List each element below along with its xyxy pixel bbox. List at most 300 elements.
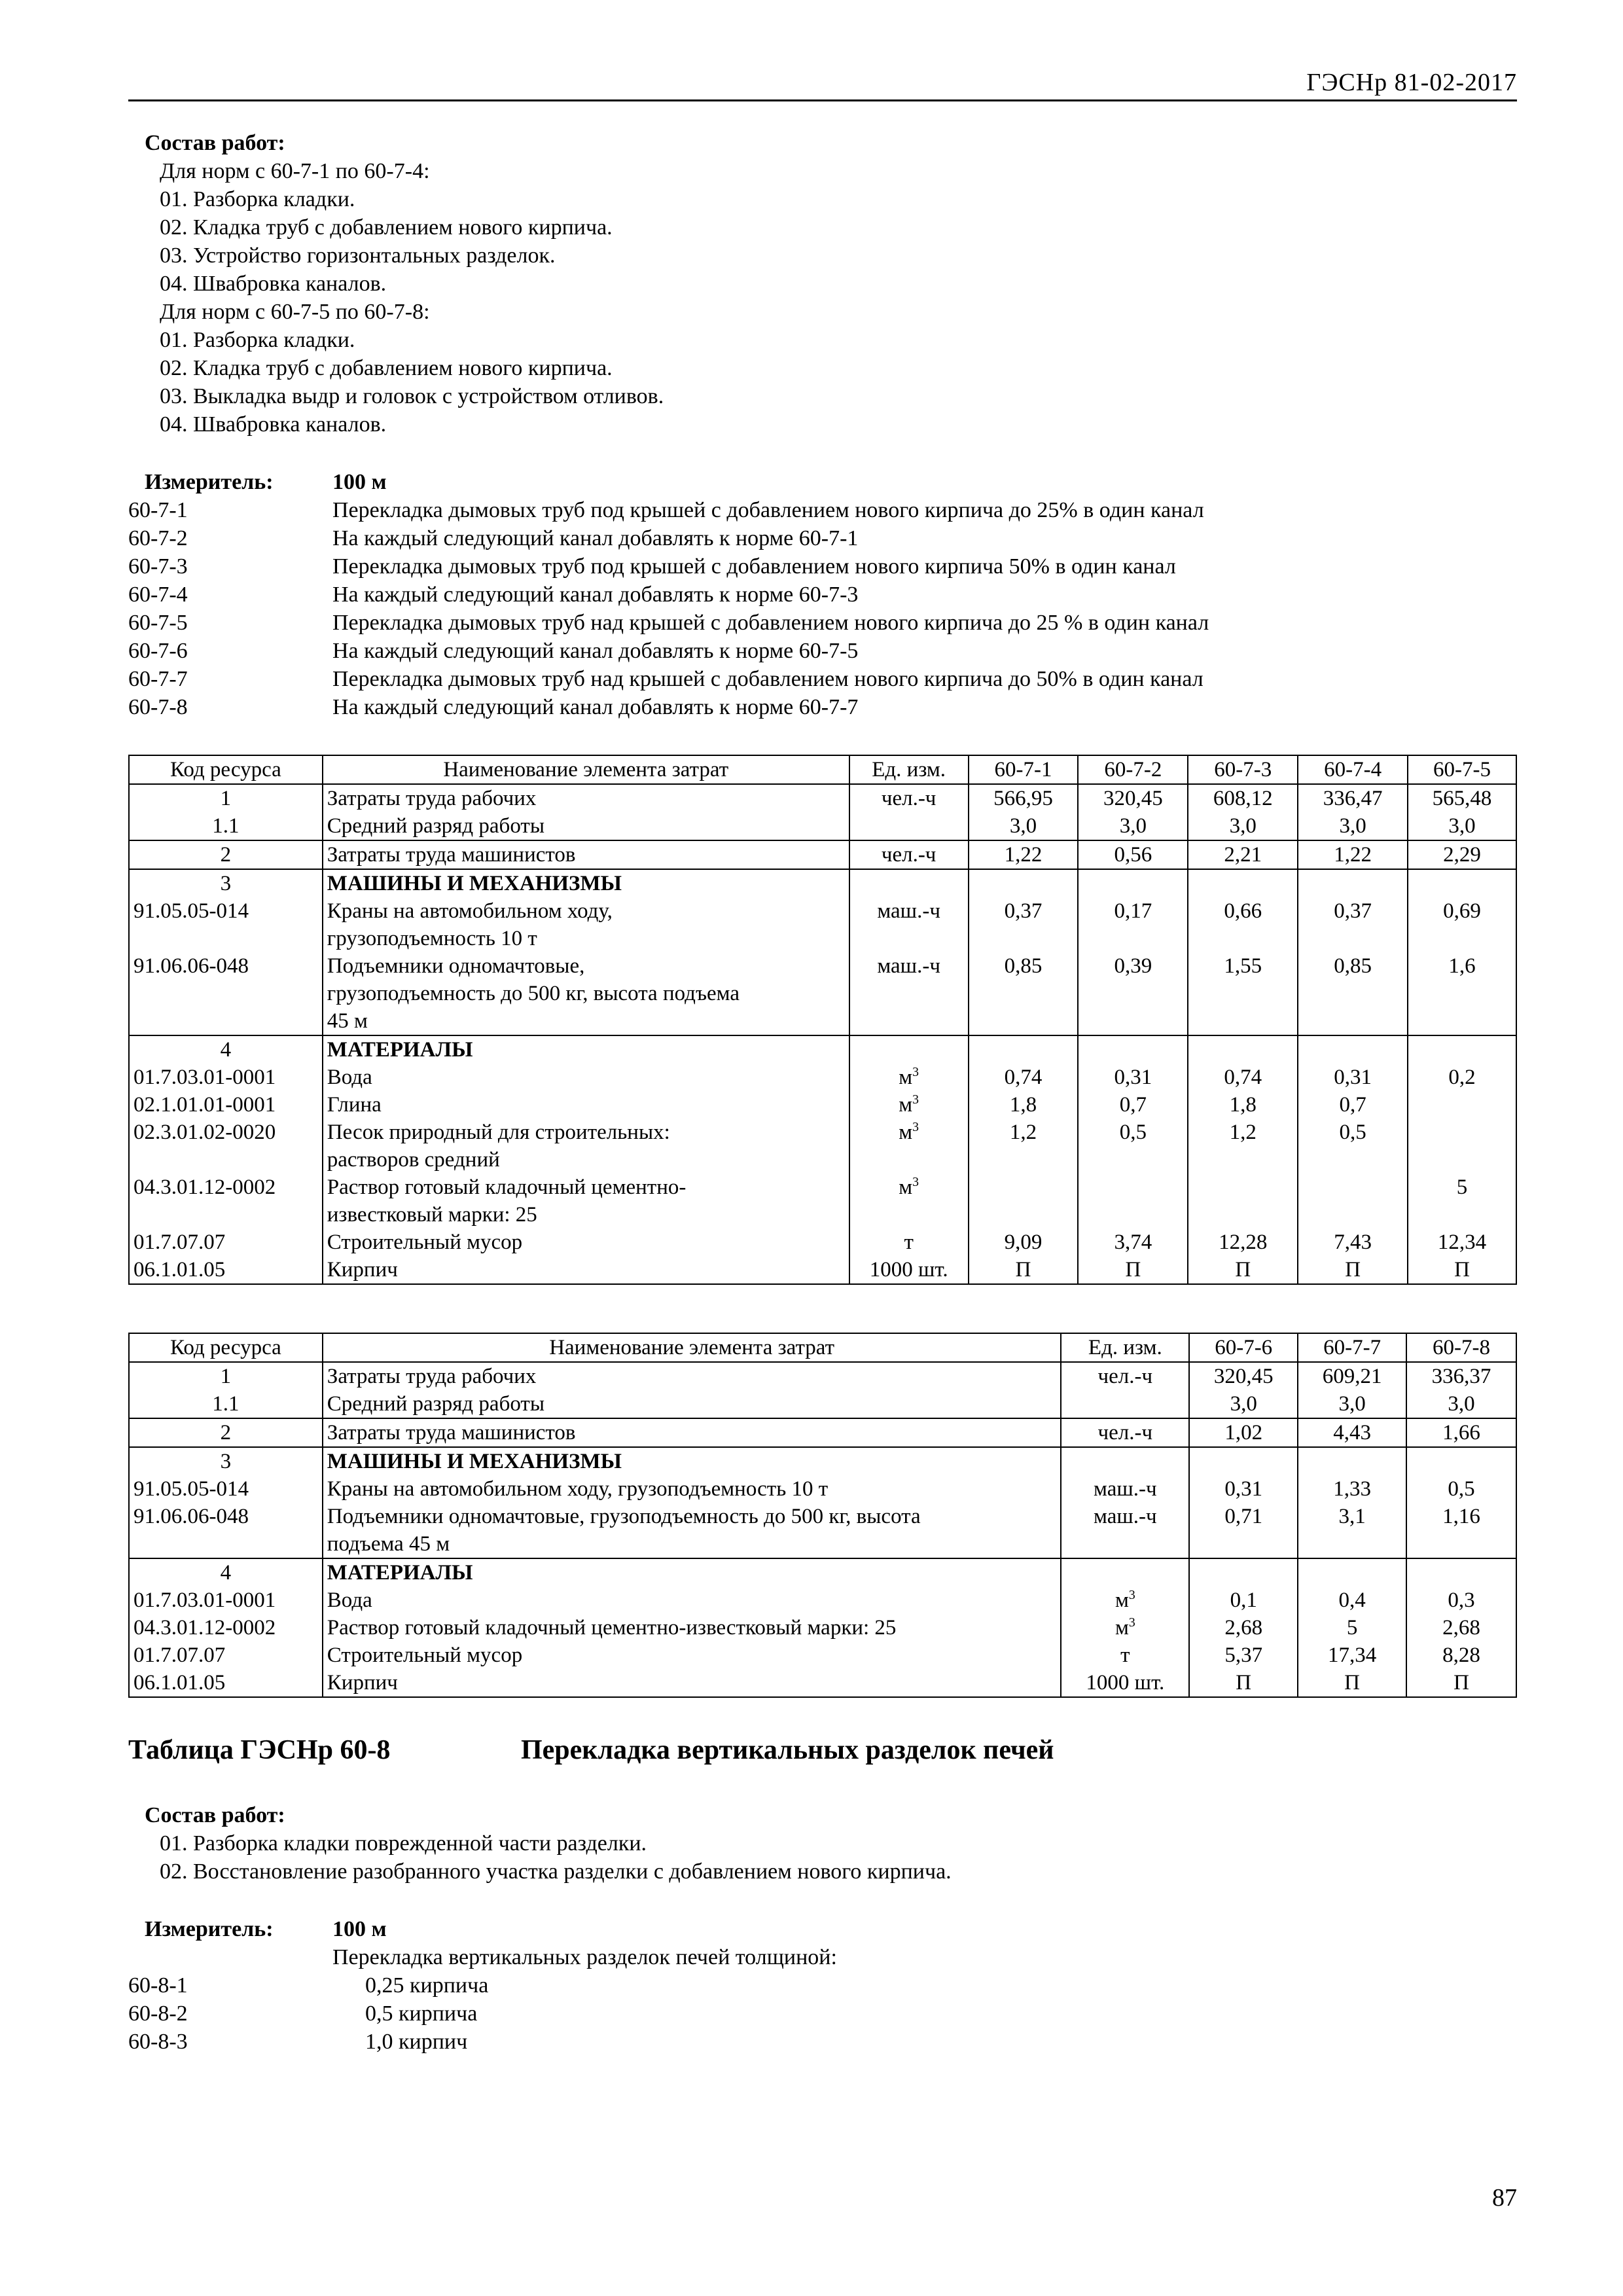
column-header: Наименование элемента затрат bbox=[323, 1333, 1061, 1362]
norm-text: Перекладка дымовых труб над крышей с добавлением нового кирпича до 50% в один канал bbox=[332, 667, 1204, 691]
value-cell: 0,5 bbox=[1078, 1119, 1188, 1174]
table-row bbox=[129, 897, 1516, 952]
column-header: 60-7-1 bbox=[969, 755, 1079, 784]
resource-name-line: Строительный мусор bbox=[327, 1230, 523, 1254]
resource-name-line: Песок природный для строительных: bbox=[327, 1121, 670, 1144]
unit-cell bbox=[1061, 1669, 1189, 1697]
unit-cell bbox=[849, 1119, 969, 1174]
resource-name-line: Подъемники одномачтовые, грузоподъемность до 500 кг, высота bbox=[327, 1505, 921, 1528]
value-cell: 4,43 bbox=[1298, 1418, 1406, 1447]
resource-code: 01.7.07.07 bbox=[129, 1641, 323, 1669]
resource-name bbox=[323, 1475, 1061, 1503]
unit-exponent: 3 bbox=[912, 1065, 919, 1079]
table-row bbox=[129, 1091, 1516, 1119]
value-cell: 0,39 bbox=[1078, 952, 1188, 1035]
resource-name-line: Кирпич bbox=[327, 1671, 398, 1695]
resource-code: 02.3.01.02-0020 bbox=[129, 1119, 323, 1174]
measure-value-60-8: 100 м bbox=[332, 1917, 387, 1941]
work-item: Для норм с 60-7-5 по 60-7-8: bbox=[160, 300, 430, 324]
value-cell: 0,2 bbox=[1408, 1064, 1516, 1091]
table-row bbox=[129, 1390, 1516, 1418]
table-row bbox=[129, 1256, 1516, 1284]
work-item: 02. Кладка труб с добавлением нового кирпича. bbox=[160, 215, 613, 240]
resource-code: 1 bbox=[129, 784, 323, 812]
value-cell: 566,95 bbox=[969, 784, 1079, 812]
value-cell bbox=[1406, 1558, 1516, 1587]
norm-row-60-8-2 bbox=[128, 2000, 1517, 2028]
unit-text: 1000 шт. bbox=[1086, 1671, 1165, 1695]
resource-name bbox=[323, 1390, 1061, 1418]
table-title-code: Таблица ГЭСНр 60-8 bbox=[128, 1735, 391, 1765]
resource-name-line: Затраты труда машинистов bbox=[327, 843, 576, 867]
value-cell: 1,8 bbox=[969, 1091, 1079, 1119]
value-cell: 2,21 bbox=[1188, 840, 1298, 869]
works-title: Состав работ: bbox=[145, 131, 285, 155]
norm-code: 60-7-4 bbox=[128, 583, 188, 607]
resource-name-line: Краны на автомобильном ходу, bbox=[327, 899, 613, 923]
unit-exponent: 3 bbox=[1128, 1615, 1135, 1630]
value-cell: 0,4 bbox=[1298, 1587, 1406, 1614]
unit-exponent: 3 bbox=[912, 1175, 919, 1189]
resource-name-line: МАШИНЫ И МЕХАНИЗМЫ bbox=[327, 872, 622, 895]
resource-name bbox=[323, 1091, 849, 1119]
measure-value: 100 м bbox=[332, 470, 387, 494]
measure-block-60-7 bbox=[128, 468, 1517, 721]
table-row bbox=[129, 1447, 1516, 1475]
value-cell: П bbox=[969, 1256, 1079, 1284]
value-cell: 3,0 bbox=[1189, 1390, 1298, 1418]
unit-text: т bbox=[904, 1230, 914, 1254]
unit-text: 1000 шт. bbox=[869, 1258, 948, 1282]
table-row bbox=[129, 812, 1516, 840]
resource-name bbox=[323, 1174, 849, 1229]
unit-cell bbox=[1061, 1362, 1189, 1390]
resource-code: 2 bbox=[129, 1418, 323, 1447]
value-cell: 3,0 bbox=[1298, 812, 1408, 840]
norm-list bbox=[128, 496, 1517, 721]
resource-code: 3 bbox=[129, 869, 323, 897]
norm-row bbox=[128, 524, 1517, 552]
value-cell: 5,37 bbox=[1189, 1641, 1298, 1669]
resource-name-line: МАТЕРИАЛЫ bbox=[327, 1561, 473, 1585]
unit-text: чел.-ч bbox=[881, 787, 936, 810]
unit-cell bbox=[849, 812, 969, 840]
resource-name bbox=[323, 897, 849, 952]
norm-text: На каждый следующий канал добавлять к норме 60-7-1 bbox=[332, 526, 859, 550]
column-header: Ед. изм. bbox=[1061, 1333, 1189, 1362]
resource-code: 91.06.06-048 bbox=[129, 952, 323, 1035]
resource-name-line: Затраты труда рабочих bbox=[327, 787, 537, 810]
measure-block-60-8 bbox=[128, 1915, 1517, 2056]
column-header: 60-7-8 bbox=[1406, 1333, 1516, 1362]
value-cell: 0,74 bbox=[969, 1064, 1079, 1091]
value-cell bbox=[1408, 1091, 1516, 1119]
resource-name-line: Средний разряд работы bbox=[327, 1392, 545, 1416]
value-cell: П bbox=[1189, 1669, 1298, 1697]
norm-text: 1,0 кирпич bbox=[365, 2030, 468, 2054]
unit-cell bbox=[849, 1091, 969, 1119]
resource-name-line: Раствор готовый кладочный цементно-известковый марки: 25 bbox=[327, 1616, 897, 1640]
resource-code: 91.06.06-048 bbox=[129, 1503, 323, 1558]
unit-cell bbox=[849, 869, 969, 897]
unit-cell bbox=[849, 897, 969, 952]
norm-row bbox=[128, 637, 1517, 665]
norm-code: 60-7-3 bbox=[128, 554, 188, 579]
resource-name bbox=[323, 784, 849, 812]
value-cell bbox=[1298, 1174, 1408, 1229]
resource-name bbox=[323, 1503, 1061, 1558]
value-cell: 2,68 bbox=[1189, 1614, 1298, 1641]
work-item: 01. Разборка кладки поврежденной части разделки. bbox=[160, 1831, 647, 1856]
norm-code: 60-7-2 bbox=[128, 526, 188, 550]
table-title-name: Перекладка вертикальных разделок печей bbox=[521, 1735, 1054, 1765]
unit-cell bbox=[849, 952, 969, 1035]
resource-name-line: Глина bbox=[327, 1093, 382, 1117]
value-cell: 320,45 bbox=[1078, 784, 1188, 812]
resource-name bbox=[323, 1064, 849, 1091]
work-item: 02. Кладка труб с добавлением нового кирпича. bbox=[160, 356, 613, 380]
resource-name bbox=[323, 1669, 1061, 1697]
unit-cell bbox=[1061, 1641, 1189, 1669]
norm-row bbox=[128, 609, 1517, 637]
value-cell bbox=[1298, 1447, 1406, 1475]
resource-name bbox=[323, 1447, 1061, 1475]
unit-text: маш.-ч bbox=[877, 954, 940, 978]
value-cell: 2,68 bbox=[1406, 1614, 1516, 1641]
table-row bbox=[129, 952, 1516, 1035]
resource-name bbox=[323, 1119, 849, 1174]
resource-code: 4 bbox=[129, 1558, 323, 1587]
value-cell bbox=[1406, 1447, 1516, 1475]
table-row bbox=[129, 1475, 1516, 1503]
value-cell: 0,5 bbox=[1298, 1119, 1408, 1174]
unit-text: маш.-ч bbox=[1094, 1505, 1157, 1528]
value-cell: 0,31 bbox=[1189, 1475, 1298, 1503]
unit-cell bbox=[849, 1229, 969, 1256]
column-header: Код ресурса bbox=[129, 755, 323, 784]
resource-name bbox=[323, 1229, 849, 1256]
value-cell: 3,0 bbox=[1406, 1390, 1516, 1418]
resource-name-line: Затраты труда рабочих bbox=[327, 1365, 537, 1388]
norm-text: 0,25 кирпича bbox=[365, 1973, 489, 1998]
document-code-header: ГЭСНр 81-02-2017 bbox=[1306, 69, 1517, 96]
value-cell: 5 bbox=[1298, 1614, 1406, 1641]
unit-text: маш.-ч bbox=[1094, 1477, 1157, 1501]
table-row bbox=[129, 784, 1516, 812]
unit-cell bbox=[849, 840, 969, 869]
norm-text: На каждый следующий канал добавлять к норме 60-7-7 bbox=[332, 695, 859, 719]
value-cell: П bbox=[1188, 1256, 1298, 1284]
works-list bbox=[128, 157, 1517, 439]
resource-table-60-7-1-to-5 bbox=[128, 755, 1517, 1285]
resource-name bbox=[323, 1558, 1061, 1587]
unit-cell bbox=[1061, 1587, 1189, 1614]
resource-name bbox=[323, 869, 849, 897]
value-cell: 0,3 bbox=[1406, 1587, 1516, 1614]
value-cell: П bbox=[1406, 1669, 1516, 1697]
resource-code: 02.1.01.01-0001 bbox=[129, 1091, 323, 1119]
value-cell bbox=[969, 1035, 1079, 1064]
value-cell: 336,47 bbox=[1298, 784, 1408, 812]
value-cell: 0,85 bbox=[969, 952, 1079, 1035]
value-cell bbox=[1408, 1035, 1516, 1064]
table-row bbox=[129, 1064, 1516, 1091]
value-cell: 0,74 bbox=[1188, 1064, 1298, 1091]
resource-name-line: грузоподъемность 10 т bbox=[327, 927, 537, 950]
measure-row-60-8 bbox=[128, 1915, 1517, 1943]
value-cell: 0,37 bbox=[1298, 897, 1408, 952]
value-cell: 1,8 bbox=[1188, 1091, 1298, 1119]
unit-cell bbox=[1061, 1447, 1189, 1475]
value-cell bbox=[1188, 869, 1298, 897]
unit-text: чел.-ч bbox=[881, 843, 936, 867]
table-row bbox=[129, 1174, 1516, 1229]
table-row bbox=[129, 1587, 1516, 1614]
resource-name-line: Кирпич bbox=[327, 1258, 398, 1282]
value-cell: 12,28 bbox=[1188, 1229, 1298, 1256]
work-item: 04. Швабровка каналов. bbox=[160, 412, 387, 437]
unit-cell bbox=[849, 1174, 969, 1229]
work-item: 04. Швабровка каналов. bbox=[160, 272, 387, 296]
resource-code: 4 bbox=[129, 1035, 323, 1064]
value-cell: П bbox=[1408, 1256, 1516, 1284]
value-cell: 0,56 bbox=[1078, 840, 1188, 869]
value-cell: 2,29 bbox=[1408, 840, 1516, 869]
unit-cell bbox=[849, 784, 969, 812]
norm-text: Перекладка дымовых труб под крышей с добавлением нового кирпича до 25% в один канал bbox=[332, 498, 1204, 522]
unit-cell bbox=[1061, 1418, 1189, 1447]
value-cell: 1,16 bbox=[1406, 1503, 1516, 1558]
table-row bbox=[129, 1503, 1516, 1558]
table-row bbox=[129, 1418, 1516, 1447]
value-cell: П bbox=[1078, 1256, 1188, 1284]
value-cell bbox=[1078, 869, 1188, 897]
value-cell: 0,31 bbox=[1078, 1064, 1188, 1091]
unit-text: м bbox=[1115, 1616, 1129, 1640]
column-header: Ед. изм. bbox=[849, 755, 969, 784]
table-row bbox=[129, 840, 1516, 869]
value-cell: 0,69 bbox=[1408, 897, 1516, 952]
table-row bbox=[129, 1119, 1516, 1174]
unit-cell bbox=[1061, 1558, 1189, 1587]
norm-row-60-8-1 bbox=[128, 1971, 1517, 2000]
resource-code: 04.3.01.12-0002 bbox=[129, 1174, 323, 1229]
resource-name bbox=[323, 840, 849, 869]
value-cell bbox=[1408, 869, 1516, 897]
value-cell: 8,28 bbox=[1406, 1641, 1516, 1669]
resource-name bbox=[323, 1362, 1061, 1390]
resource-code: 2 bbox=[129, 840, 323, 869]
resource-name-line: известковый марки: 25 bbox=[327, 1203, 537, 1227]
unit-cell bbox=[849, 1035, 969, 1064]
work-item: 03. Выкладка выдр и головок с устройством отливов. bbox=[160, 384, 664, 408]
works-composition-60-8 bbox=[128, 1801, 1517, 1886]
resource-name bbox=[323, 1641, 1061, 1669]
value-cell: 3,0 bbox=[1078, 812, 1188, 840]
unit-exponent: 3 bbox=[912, 1120, 919, 1134]
value-cell: 0,17 bbox=[1078, 897, 1188, 952]
value-cell: 1,2 bbox=[969, 1119, 1079, 1174]
resource-code: 91.05.05-014 bbox=[129, 1475, 323, 1503]
resource-name-line: Вода bbox=[327, 1066, 372, 1089]
unit-text: м bbox=[1115, 1588, 1129, 1612]
value-cell: 0,7 bbox=[1298, 1091, 1408, 1119]
norm-text: 0,5 кирпича bbox=[365, 2001, 478, 2026]
resource-name bbox=[323, 952, 849, 1035]
value-cell: 5 bbox=[1408, 1174, 1516, 1229]
value-cell: П bbox=[1298, 1669, 1406, 1697]
table-title-60-8 bbox=[128, 1734, 1054, 1766]
unit-cell bbox=[1061, 1503, 1189, 1558]
measure-label: Измеритель: bbox=[145, 470, 274, 494]
norm-code: 60-7-5 bbox=[128, 611, 188, 635]
resource-name bbox=[323, 1256, 849, 1284]
resource-name-line: грузоподъемность до 500 кг, высота подъема bbox=[327, 982, 740, 1005]
column-header: Код ресурса bbox=[129, 1333, 323, 1362]
table-row bbox=[129, 1558, 1516, 1587]
resource-code: 01.7.07.07 bbox=[129, 1229, 323, 1256]
resource-name bbox=[323, 812, 849, 840]
norm-code: 60-7-1 bbox=[128, 498, 188, 522]
resource-code: 01.7.03.01-0001 bbox=[129, 1064, 323, 1091]
resource-code: 1 bbox=[129, 1362, 323, 1390]
column-header: 60-7-3 bbox=[1188, 755, 1298, 784]
resource-name-line: Вода bbox=[327, 1588, 372, 1612]
unit-text: м bbox=[899, 1093, 913, 1117]
value-cell: 9,09 bbox=[969, 1229, 1079, 1256]
norm-row bbox=[128, 552, 1517, 581]
norm-code: 60-7-6 bbox=[128, 639, 188, 663]
value-cell bbox=[1408, 1119, 1516, 1174]
table-row bbox=[129, 1362, 1516, 1390]
resource-code: 1.1 bbox=[129, 812, 323, 840]
value-cell: 3,0 bbox=[969, 812, 1079, 840]
works-title-60-8: Состав работ: bbox=[145, 1803, 285, 1827]
norm-code: 60-8-1 bbox=[128, 1973, 188, 1998]
value-cell: 3,0 bbox=[1298, 1390, 1406, 1418]
norm-code: 60-8-2 bbox=[128, 2001, 188, 2026]
unit-cell bbox=[1061, 1390, 1189, 1418]
resource-name-line: Раствор готовый кладочный цементно- bbox=[327, 1175, 687, 1199]
value-cell bbox=[1188, 1174, 1298, 1229]
table-row bbox=[129, 1669, 1516, 1697]
column-header: 60-7-7 bbox=[1298, 1333, 1406, 1362]
resource-table-60-7-6-to-8 bbox=[128, 1333, 1517, 1698]
norm-code: 60-8-3 bbox=[128, 2030, 188, 2054]
value-cell: 1,2 bbox=[1188, 1119, 1298, 1174]
resource-code: 1.1 bbox=[129, 1390, 323, 1418]
norm-row bbox=[128, 581, 1517, 609]
norm-text: Перекладка дымовых труб над крышей с добавлением нового кирпича до 25 % в один канал bbox=[332, 611, 1209, 635]
value-cell bbox=[1188, 1035, 1298, 1064]
resource-name-line: подъема 45 м bbox=[327, 1532, 450, 1556]
norm-intro-row bbox=[128, 1943, 1517, 1971]
value-cell: 565,48 bbox=[1408, 784, 1516, 812]
resource-name-line: МАТЕРИАЛЫ bbox=[327, 1038, 473, 1062]
table-row bbox=[129, 1641, 1516, 1669]
value-cell: 0,1 bbox=[1189, 1587, 1298, 1614]
column-header: Наименование элемента затрат bbox=[323, 755, 849, 784]
resource-name-line: Затраты труда машинистов bbox=[327, 1421, 576, 1444]
resource-code: 06.1.01.05 bbox=[129, 1256, 323, 1284]
value-cell: 609,21 bbox=[1298, 1362, 1406, 1390]
table-row bbox=[129, 1229, 1516, 1256]
unit-exponent: 3 bbox=[912, 1092, 919, 1107]
table-row bbox=[129, 1614, 1516, 1641]
unit-cell bbox=[849, 1256, 969, 1284]
work-item: 03. Устройство горизонтальных разделок. bbox=[160, 243, 556, 268]
value-cell: 1,02 bbox=[1189, 1418, 1298, 1447]
norm-code: 60-7-8 bbox=[128, 695, 188, 719]
value-cell: 336,37 bbox=[1406, 1362, 1516, 1390]
resource-name-line: Строительный мусор bbox=[327, 1643, 523, 1667]
resource-name-line: Средний разряд работы bbox=[327, 814, 544, 838]
value-cell bbox=[969, 869, 1079, 897]
norm-code: 60-7-7 bbox=[128, 667, 188, 691]
value-cell: 0,71 bbox=[1189, 1503, 1298, 1558]
unit-text: м bbox=[899, 1066, 913, 1089]
resource-code: 3 bbox=[129, 1447, 323, 1475]
unit-cell bbox=[849, 1064, 969, 1091]
value-cell: 0,5 bbox=[1406, 1475, 1516, 1503]
value-cell: 320,45 bbox=[1189, 1362, 1298, 1390]
norm-text: На каждый следующий канал добавлять к норме 60-7-5 bbox=[332, 639, 859, 663]
work-item: Для норм с 60-7-1 по 60-7-4: bbox=[160, 159, 430, 183]
unit-text: т bbox=[1120, 1643, 1130, 1667]
unit-cell bbox=[1061, 1614, 1189, 1641]
norm-row bbox=[128, 693, 1517, 721]
table-row bbox=[129, 869, 1516, 897]
unit-text: чел.-ч bbox=[1097, 1365, 1153, 1388]
unit-text: маш.-ч bbox=[877, 899, 940, 923]
value-cell: 3,0 bbox=[1408, 812, 1516, 840]
value-cell bbox=[1298, 1558, 1406, 1587]
norm-row bbox=[128, 665, 1517, 693]
unit-exponent: 3 bbox=[1128, 1588, 1135, 1602]
work-item: 02. Восстановление разобранного участка разделки с добавлением нового кирпича. bbox=[160, 1859, 952, 1884]
work-item: 01. Разборка кладки. bbox=[160, 187, 355, 211]
resource-code: 06.1.01.05 bbox=[129, 1669, 323, 1697]
resource-name bbox=[323, 1587, 1061, 1614]
resource-name bbox=[323, 1035, 849, 1064]
value-cell bbox=[1078, 1035, 1188, 1064]
norm-row bbox=[128, 496, 1517, 524]
unit-text: м bbox=[899, 1175, 913, 1199]
value-cell: 1,6 bbox=[1408, 952, 1516, 1035]
column-header: 60-7-5 bbox=[1408, 755, 1516, 784]
resource-name-line: МАШИНЫ И МЕХАНИЗМЫ bbox=[327, 1450, 622, 1473]
resource-name-line: Подъемники одномачтовые, bbox=[327, 954, 585, 978]
value-cell: 0,31 bbox=[1298, 1064, 1408, 1091]
works-composition-60-7 bbox=[128, 129, 1517, 439]
measure-label-60-8: Измеритель: bbox=[145, 1917, 274, 1941]
resource-name bbox=[323, 1614, 1061, 1641]
value-cell bbox=[1189, 1558, 1298, 1587]
value-cell: 0,66 bbox=[1188, 897, 1298, 952]
column-header: 60-7-6 bbox=[1189, 1333, 1298, 1362]
header-divider bbox=[128, 99, 1517, 101]
norm-text: Перекладка дымовых труб под крышей с добавлением нового кирпича 50% в один канал bbox=[332, 554, 1176, 579]
unit-text: чел.-ч bbox=[1097, 1421, 1153, 1444]
value-cell: 1,55 bbox=[1188, 952, 1298, 1035]
value-cell: 1,33 bbox=[1298, 1475, 1406, 1503]
table-row bbox=[129, 1035, 1516, 1064]
value-cell: 608,12 bbox=[1188, 784, 1298, 812]
resource-name-line: 45 м bbox=[327, 1009, 368, 1033]
work-item: 01. Разборка кладки. bbox=[160, 328, 355, 352]
value-cell bbox=[1298, 869, 1408, 897]
column-header: 60-7-4 bbox=[1298, 755, 1408, 784]
